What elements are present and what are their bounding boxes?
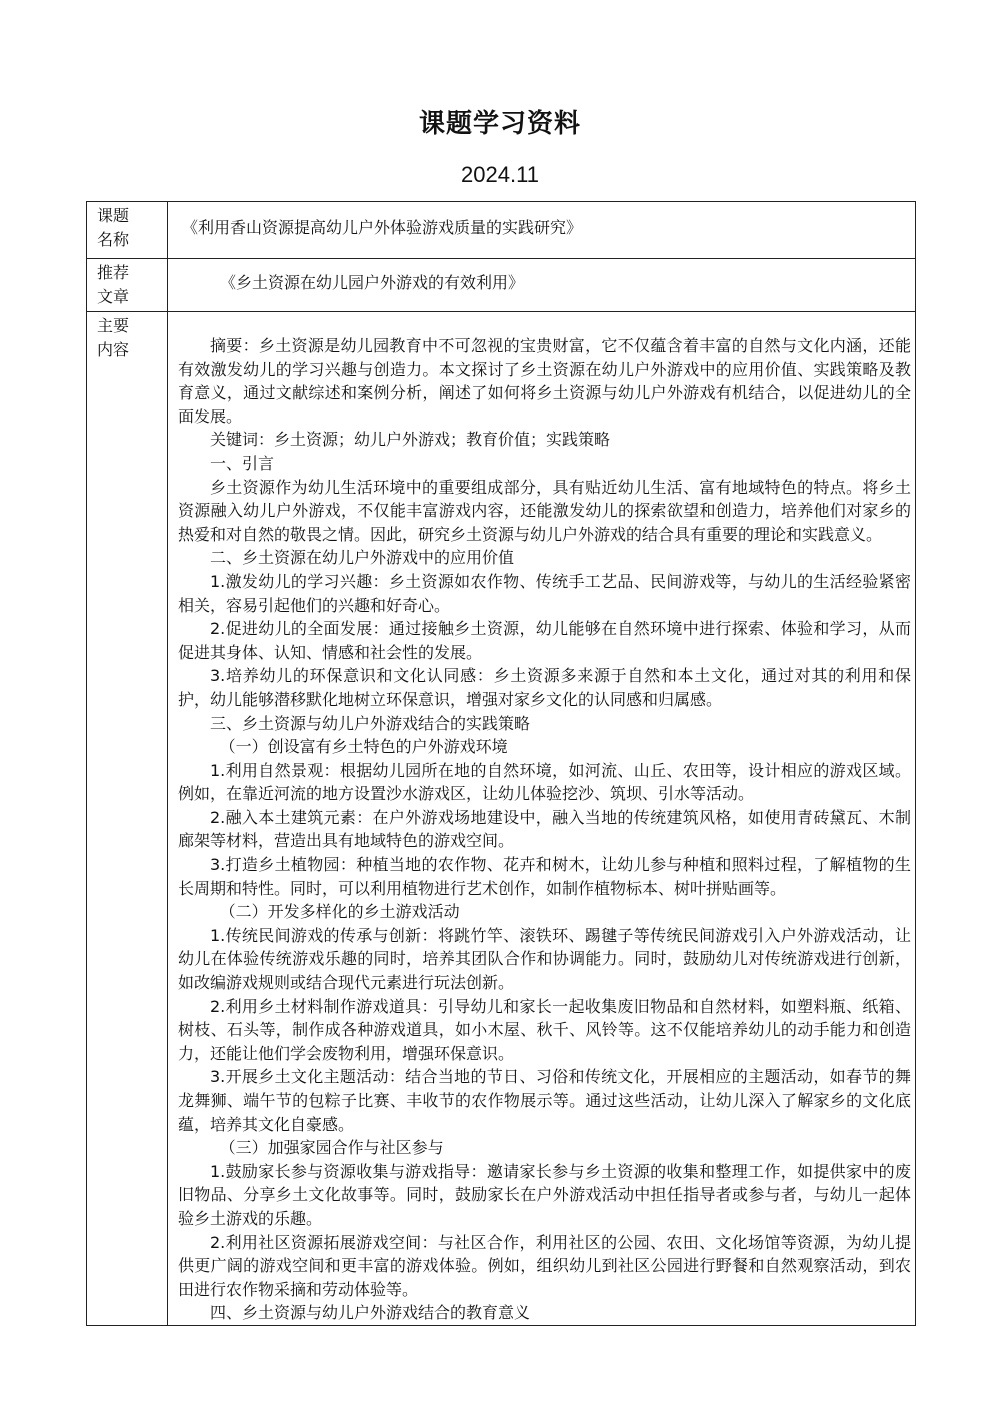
content-label-line-1: 主要 [97, 316, 130, 335]
content-paragraph: 四、乡土资源与幼儿户外游戏结合的教育意义 [210, 1303, 531, 1323]
content-paragraph: 摘要：乡土资源是幼儿园教育中不可忽视的宝贵财富，它不仅蕴含着丰富的自然与文化内涵，还能有效激发幼儿的学习兴趣与创造力。本文探讨了乡土资源在幼儿户外游戏中的应用价值、实践策略及教育意义，通过文献综述和案例分析，阐述了如何将乡土资源与幼儿户外游戏有机结合，以促进幼儿的全面发展。 [178, 336, 911, 426]
article-label [87, 259, 168, 312]
content-paragraph: 2.促进幼儿的全面发展：通过接触乡土资源，幼儿能够在自然环境中进行探索、体验和学习，从而促进其身体、认知、情感和社会性的发展。 [178, 619, 911, 662]
content-paragraph: 3.开展乡土文化主题活动：结合当地的节日、习俗和传统文化，开展相应的主题活动，如春节的舞龙舞狮、端午节的包粽子比赛、丰收节的农作物展示等。通过这些活动，让幼儿深入了解家乡的文化底蕴，培养其文化自豪感。 [178, 1067, 911, 1134]
content-label [87, 312, 168, 1326]
content-paragraph: 2.利用社区资源拓展游戏空间：与社区合作，利用社区的公园、农田、文化场馆等资源，为幼儿提供更广阔的游戏空间和更丰富的游戏体验。例如，组织幼儿到社区公园进行野餐和自然观察活动，到农田进行农作物采摘和劳动体验等。 [178, 1232, 911, 1299]
content-paragraph: 二、乡土资源在幼儿户外游戏中的应用价值 [210, 548, 515, 568]
topic-label-line-2: 名称 [97, 230, 130, 249]
content-paragraph: 1.利用自然景观：根据幼儿园所在地的自然环境，如河流、山丘、农田等，设计相应的游戏区域。例如，在靠近河流的地方设置沙水游戏区，让幼儿体验挖沙、筑坝、引水等活动。 [178, 760, 911, 804]
article-label-line-2: 文章 [97, 287, 130, 306]
content-paragraph: 2.融入本土建筑元素：在户外游戏场地建设中，融入当地的传统建筑风格，如使用青砖黛瓦、木制廊架等材料，营造出具有地域特色的游戏空间。 [178, 807, 911, 851]
content-paragraph: （一）创设富有乡土特色的户外游戏环境 [219, 737, 508, 757]
content-paragraph: 1.激发幼儿的学习兴趣：乡土资源如农作物、传统手工艺品、民间游戏等，与幼儿的生活经验紧密相关，容易引起他们的兴趣和好奇心。 [178, 571, 911, 615]
content-paragraph: 1.传统民间游戏的传承与创新：将跳竹竿、滚铁环、踢毽子等传统民间游戏引入户外游戏活动，让幼儿在体验传统游戏乐趣的同时，培养其团队合作和协调能力。同时，鼓励幼儿对传统游戏进行创新，如改编游戏规则或结合现代元素进行玩法创新。 [178, 925, 911, 993]
content-paragraph: 3.培养幼儿的环保意识和文化认同感：乡土资源多来源于自然和本土文化，通过对其的利用和保护，幼儿能够潜移默化地树立环保意识，增强对家乡文化的认同感和归属感。 [178, 666, 911, 709]
content-label-line-2: 内容 [97, 340, 130, 359]
content-paragraph: 乡土资源作为幼儿生活环境中的重要组成部分，具有贴近幼儿生活、富有地域特色的特点。将乡土资源融入幼儿户外游戏，不仅能丰富游戏内容，还能激发幼儿的探索欲望和创造力，培养他们对家乡的热爱和对自然的敬畏之情。因此，研究乡土资源与幼儿户外游戏的结合具有重要的理论和实践意义。 [178, 477, 911, 544]
content-paragraph: 一、引言 [210, 453, 275, 473]
document-title: 课题学习资料 [418, 109, 581, 139]
article-value-cell [168, 259, 916, 312]
topic-label-line-1: 课题 [97, 206, 130, 225]
topic-value: 《利用香山资源提高幼儿户外体验游戏质量的实践研究》 [182, 218, 583, 237]
table-row-content [87, 312, 916, 1326]
topic-value-cell [168, 202, 916, 259]
content-paragraph: 三、乡土资源与幼儿户外游戏结合的实践策略 [210, 713, 531, 733]
content-paragraph: 1.鼓励家长参与资源收集与游戏指导：邀请家长参与乡土资源的收集和整理工作，如提供家中的废旧物品、分享乡土文化故事等。同时，鼓励家长在户外游戏活动中担任指导者或参与者，与幼儿一起体验乡土游戏的乐趣。 [178, 1161, 911, 1228]
table-row-topic [87, 202, 916, 259]
content-paragraph: 关键词：乡土资源；幼儿户外游戏；教育价值；实践策略 [210, 430, 611, 450]
topic-label [87, 202, 168, 259]
content-paragraph: （三）加强家园合作与社区参与 [219, 1138, 444, 1158]
article-label-line-1: 推荐 [97, 263, 130, 282]
table-row-article [87, 259, 916, 312]
content-paragraph: 2.利用乡土材料制作游戏道具：引导幼儿和家长一起收集废旧物品和自然材料，如塑料瓶、纸箱、树枝、石头等，制作成各种游戏道具，如小木屋、秋千、风铃等。这不仅能培养幼儿的动手能力和创造力，还能让他们学会废物利用，增强环保意识。 [178, 996, 911, 1063]
content-value-cell [168, 312, 916, 1326]
document-date: 2024.11 [461, 162, 539, 187]
content-body [168, 312, 915, 1325]
article-value: 《乡土资源在幼儿园户外游戏的有效利用》 [220, 273, 525, 292]
info-table [86, 201, 916, 1326]
content-paragraph: 3.打造乡土植物园：种植当地的农作物、花卉和树木，让幼儿参与种植和照料过程，了解植物的生长周期和特性。同时，可以利用植物进行艺术创作，如制作植物标本、树叶拼贴画等。 [178, 855, 911, 898]
content-paragraph: （二）开发多样化的乡土游戏活动 [219, 902, 460, 922]
